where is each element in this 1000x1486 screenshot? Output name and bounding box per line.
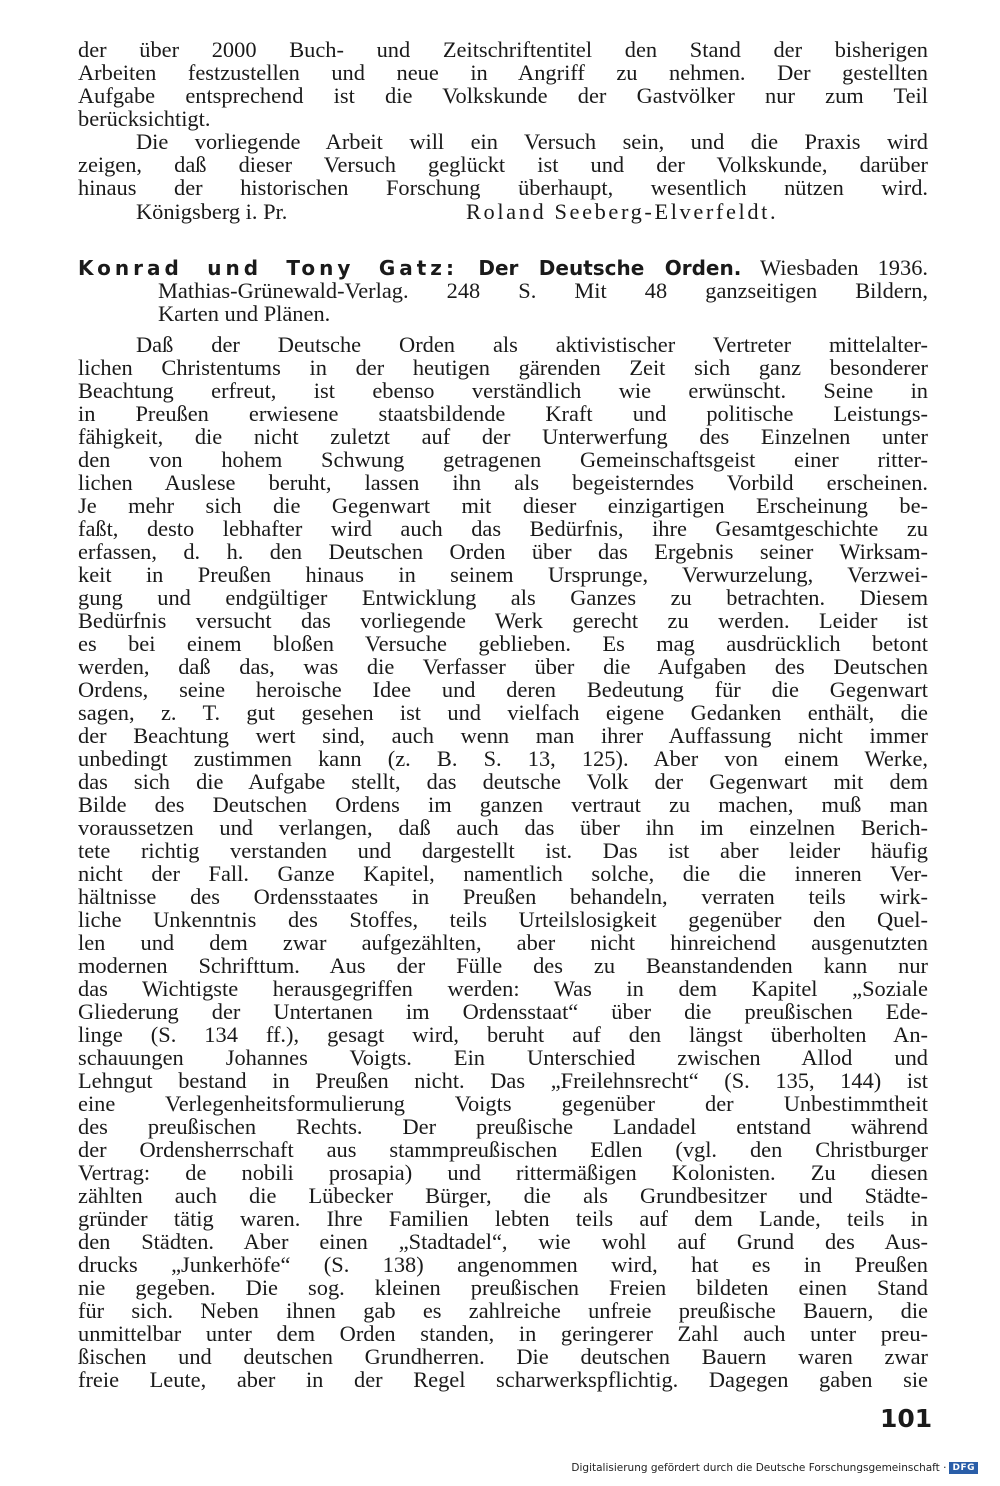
signature <box>78 200 928 223</box>
body-line: tete richtig verstanden und dargestellt ist. Das ist aber leider häufig <box>78 838 928 863</box>
body-line: liche Unkenntnis des Stoffes, teils Urteilslosigkeit gegenüber den Quel- <box>78 907 928 932</box>
body-line: Bedürfnis versucht das vorliegende Werk gerecht zu werden. Leider ist <box>78 608 928 633</box>
body-line: faßt, desto lebhafter wird auch das Bedürfnis, ihre Gesamtgeschichte zu <box>78 516 928 541</box>
body-line: zählten auch die Lübecker Bürger, die als Grundbesitzer und Städte- <box>78 1183 928 1208</box>
dfg-badge: DFG <box>949 1462 978 1474</box>
body-line: für sich. Neben ihnen gab es zahlreiche unfreie preußische Bauern, die <box>78 1298 928 1323</box>
signature-name: Roland Seeberg-Elverfeldt. <box>466 199 779 224</box>
review-publisher-line: Karten und Plänen. <box>158 301 331 326</box>
body-line: der Beachtung wert sind, auch wenn man ihrer Auffassung nicht immer <box>78 723 928 748</box>
review-heading <box>78 256 928 325</box>
review-publication-place: Wiesbaden 1936. <box>741 255 928 280</box>
body-line: gründer tätig waren. Ihre Familien lebten teils auf dem Lande, teils in <box>78 1206 928 1231</box>
body-line: unmittelbar unter dem Orden standen, in geringerer Zahl auch unter preu- <box>78 1321 928 1346</box>
text-line: der über 2000 Buch- und Zeitschriftentitel den Stand der bisherigen <box>78 37 928 62</box>
body-line: werden, daß das, was die Verfasser über die Aufgaben des Deutschen <box>78 654 928 679</box>
body-line: Vertrag: de nobili prosapia) und rittermäßigen Kolonisten. Zu diesen <box>78 1160 928 1185</box>
body-line: den von hohem Schwung getragenen Gemeinschaftsgeist einer ritter- <box>78 447 928 472</box>
body-line: des preußischen Rechts. Der preußische Landadel entstand während <box>78 1114 928 1139</box>
digitization-footer <box>571 1462 978 1474</box>
intro-paragraph-2 <box>78 130 928 199</box>
review-publisher-line: Mathias-Grünewald-Verlag. 248 S. Mit 48 ganzseitigen Bildern, <box>158 278 928 303</box>
body-line: Daß der Deutsche Orden als aktivistischer Vertreter mittelalter- <box>136 332 928 357</box>
body-line: Bilde des Deutschen Ordens im ganzen vertraut zu machen, muß man <box>78 792 928 817</box>
review-book-title: Der Deutsche Orden. <box>457 256 742 280</box>
body-line: sagen, z. T. gut gesehen ist und vielfach eigene Gedanken enthält, die <box>78 700 928 725</box>
body-line: len und dem zwar aufgezählten, aber nicht hinreichend ausgenutzten <box>78 930 928 955</box>
body-line: Beachtung erfreut, ist ebenso verständlich wie erwünscht. Seine in <box>78 378 928 403</box>
footer-text: Digitalisierung gefördert durch die Deutsche Forschungsgemeinschaft · <box>571 1462 947 1474</box>
body-line: fähigkeit, die nicht zuletzt auf der Unterwerfung des Einzelnen unter <box>78 424 928 449</box>
review-authors: Konrad und Tony Gatz: <box>78 256 458 280</box>
text-line: zeigen, daß dieser Versuch geglückt ist und der Volkskunde, darüber <box>78 152 928 177</box>
text-line: Die vorliegende Arbeit will ein Versuch sein, und die Praxis wird <box>136 129 928 154</box>
body-line: gung und endgültiger Entwicklung als Ganzes zu betrachten. Diesem <box>78 585 928 610</box>
body-line: lichen Auslese beruht, lassen ihn als begeisterndes Vorbild erscheinen. <box>78 470 928 495</box>
body-line: freie Leute, aber in der Regel scharwerkspflichtig. Dagegen gaben sie <box>78 1367 928 1392</box>
text-line: hinaus der historischen Forschung überhaupt, wesentlich nützen wird. <box>78 175 928 200</box>
body-line: eine Verlegenheitsformulierung Voigts gegenüber der Unbestimmtheit <box>78 1091 928 1116</box>
body-line: es bei einem bloßen Versuche geblieben. Es mag ausdrücklich betont <box>78 631 928 656</box>
body-line: den Städten. Aber einen „Stadtadel“, wie wohl auf Grund des Aus- <box>78 1229 928 1254</box>
body-line: lichen Christentums in der heutigen gärenden Zeit sich ganz besonderer <box>78 355 928 380</box>
text-line: Arbeiten festzustellen und neue in Angriff zu nehmen. Der gestellten <box>78 60 928 85</box>
body-line: voraussetzen und verlangen, daß auch das über ihn im einzelnen Berich- <box>78 815 928 840</box>
body-line: Gliederung der Untertanen im Ordensstaat“ über die preußischen Ede- <box>78 999 928 1024</box>
body-line: nie gegeben. Die sog. kleinen preußischen Freien bildeten einen Stand <box>78 1275 928 1300</box>
body-line: der Ordensherrschaft aus stammpreußischen Edlen (vgl. den Christburger <box>78 1137 928 1162</box>
body-line: schauungen Johannes Voigts. Ein Unterschied zwischen Allod und <box>78 1045 928 1070</box>
body-line: erfassen, d. h. den Deutschen Orden über das Ergebnis seiner Wirksam- <box>78 539 928 564</box>
body-line: das sich die Aufgabe stellt, das deutsche Volk der Gegenwart mit dem <box>78 769 928 794</box>
body-line: Lehngut bestand in Preußen nicht. Das „Freilehnsrecht“ (S. 135, 144) ist <box>78 1068 928 1093</box>
review-body <box>78 333 928 1391</box>
text-line: berücksichtigt. <box>78 106 211 131</box>
intro-paragraph-1 <box>78 38 928 130</box>
body-line: hältnisse des Ordensstaates in Preußen behandeln, verraten teils wirk- <box>78 884 928 909</box>
page-content <box>78 38 928 1391</box>
body-line: ßischen und deutschen Grundherren. Die deutschen Bauern waren zwar <box>78 1344 928 1369</box>
body-line: in Preußen erwiesene staatsbildende Kraft und politische Leistungs- <box>78 401 928 426</box>
body-line: linge (S. 134 ff.), gesagt wird, beruht auf den längst überholten An- <box>78 1022 928 1047</box>
signature-place: Königsberg i. Pr. <box>136 199 288 224</box>
body-line: Ordens, seine heroische Idee und deren Bedeutung für die Gegenwart <box>78 677 928 702</box>
text-line: Aufgabe entsprechend ist die Volkskunde der Gastvölker nur zum Teil <box>78 83 928 108</box>
review-heading-line <box>78 256 928 279</box>
body-line: keit in Preußen hinaus in seinem Ursprunge, Verwurzelung, Verzwei- <box>78 562 928 587</box>
page-number: 101 <box>880 1404 933 1433</box>
body-line: nicht der Fall. Ganze Kapitel, namentlich solche, die die inneren Ver- <box>78 861 928 886</box>
body-line: das Wichtigste herausgegriffen werden: Was in dem Kapitel „Soziale <box>78 976 928 1001</box>
body-line: drucks „Junkerhöfe“ (S. 138) angenommen wird, hat es in Preußen <box>78 1252 928 1277</box>
body-line: modernen Schrifttum. Aus der Fülle des zu Beanstandenden kann nur <box>78 953 928 978</box>
body-line: Je mehr sich die Gegenwart mit dieser einzigartigen Erscheinung be- <box>78 493 928 518</box>
body-line: unbedingt zustimmen kann (z. B. S. 13, 125). Aber von einem Werke, <box>78 746 928 771</box>
